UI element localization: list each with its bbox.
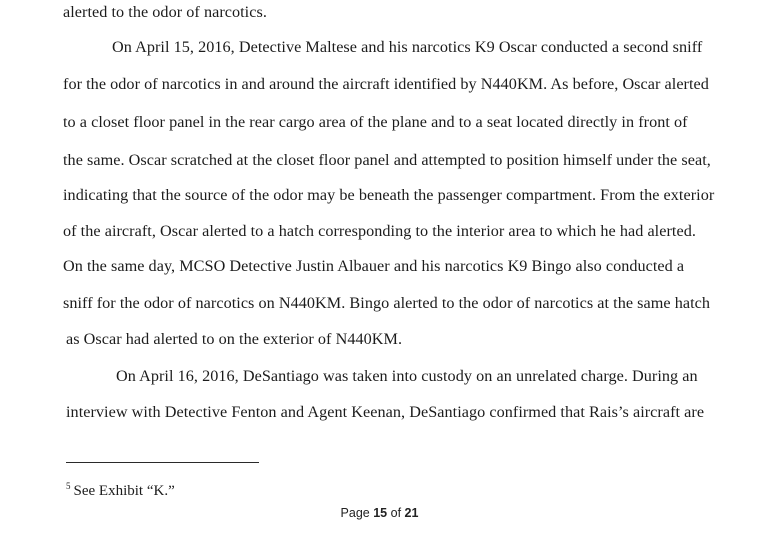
body-line-9: sniff for the odor of narcotics on N440KM. Bingo alerted to the odor of narcotics at the same hatch — [63, 294, 711, 312]
body-line-2: On April 15, 2016, Detective Maltese and his narcotics K9 Oscar conducted a second sniff — [112, 38, 703, 56]
page-number-total: 21 — [404, 506, 419, 520]
page-number — [0, 505, 759, 521]
page-number-separator: of — [390, 506, 402, 520]
page-number-label: Page — [340, 506, 370, 520]
body-line-6: indicating that the source of the odor may be beneath the passenger compartment. From the exterior — [63, 186, 715, 204]
footnote-marker: 5 — [66, 481, 71, 491]
body-line-5: the same. Oscar scratched at the closet floor panel and attempted to position himself under the seat, — [63, 151, 711, 169]
body-line-3: for the odor of narcotics in and around the aircraft identified by N440KM. As before, Oscar alerted — [63, 75, 709, 93]
body-line-7: of the aircraft, Oscar alerted to a hatch corresponding to the interior area to which he had alerted. — [63, 222, 696, 240]
body-line-11: On April 16, 2016, DeSantiago was taken into custody on an unrelated charge. During an — [116, 367, 698, 385]
footnote-text: See Exhibit “K.” — [73, 483, 175, 499]
footnote-divider — [66, 462, 259, 463]
body-line-4: to a closet floor panel in the rear cargo area of the plane and to a seat located directly in front of — [63, 113, 688, 131]
body-line-1: alerted to the odor of narcotics. — [63, 3, 267, 21]
body-line-10: as Oscar had alerted to on the exterior of N440KM. — [66, 330, 403, 348]
footnote — [66, 477, 175, 500]
page-number-current: 15 — [373, 506, 388, 520]
body-line-12: interview with Detective Fenton and Agent Keenan, DeSantiago confirmed that Rais’s aircraft are — [66, 403, 705, 421]
body-line-8: On the same day, MCSO Detective Justin Albauer and his narcotics K9 Bingo also conducted a — [63, 257, 685, 275]
